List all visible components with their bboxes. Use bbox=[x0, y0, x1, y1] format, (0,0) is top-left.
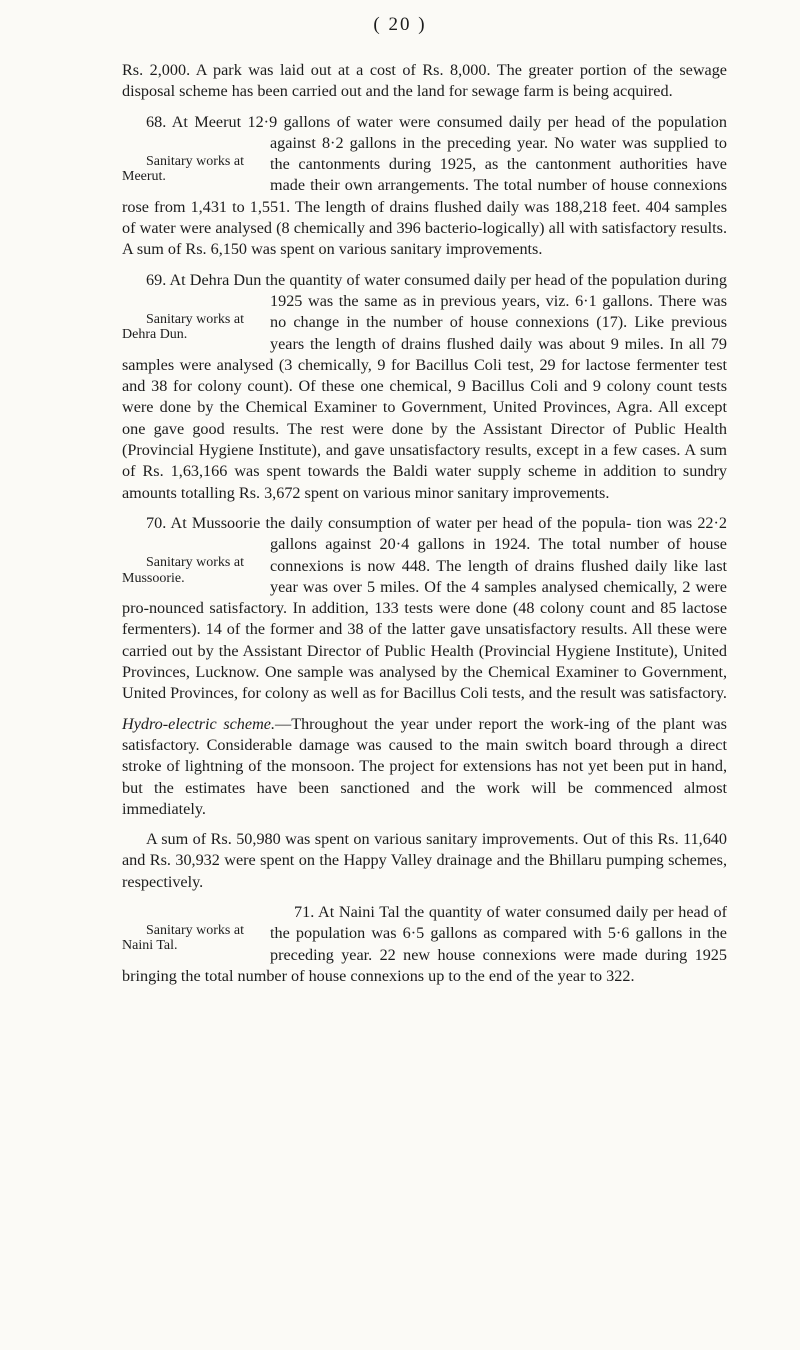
paragraph-expenditure: A sum of Rs. 50,980 was spent on various sanitary improvements. Out of this Rs. 11,640 and Rs. 30,932 were spent on the Happy Valley drainage and the Bhillaru pumping schemes, respectively. bbox=[122, 830, 727, 891]
paragraph-71 bbox=[122, 902, 727, 987]
paragraph-70-body: tion was 22·2 gallons against 20·4 gallons in 1924. The total number of house connexions is now 448. The length of drains flushed daily like last year was over 5 miles. Of the 4 samples analysed chemically, 2 were pro-nounced satisfactory. In addition, 133 tests were done (48 colony count and 85 lactose fermenters). 14 of the former and 38 of the latter gave unsatisfactory results. All these were carried out by the Assistant Director of Public Health (Provincial Hygiene Institute), United Provinces, Lucknow. One sample was analysed by the Chemical Examiner to Government, United Provinces, for colony as well as for Bacillus Coli tests, and the result was satisfactory. bbox=[122, 513, 727, 703]
paragraph-71-body: the population was 6·5 gallons as compared with 5·6 gallons in the preceding year. 22 new house connexions were made during 1925 bringing the total number of house connexions up to the end of the year to 322. bbox=[122, 924, 727, 985]
paragraph-intro: Rs. 2,000. A park was laid out at a cost of Rs. 8,000. The greater portion of the sewage disposal scheme has been carried out and the land for sewage farm is being acquired. bbox=[122, 61, 727, 101]
body-text bbox=[122, 60, 727, 996]
sidenote-mussoorie: Sanitary works at Mussoorie. bbox=[122, 555, 244, 586]
paragraph-69-lead: 69. At Dehra Dun the quantity of water consumed daily per head of the bbox=[146, 270, 608, 289]
sidenote-dehra-dun: Sanitary works at Dehra Dun. bbox=[122, 311, 244, 343]
sidenote-meerut: Sanitary works at Meerut. bbox=[122, 153, 244, 185]
page-number: ( 20 ) bbox=[373, 14, 427, 35]
paragraph-70 bbox=[122, 513, 727, 705]
paragraph-69-body: population during 1925 was the same as in previous years, viz. 6·1 gallons. There was no change in the number of house connexions (17). Like previous years the length of drains flushed daily was about 9 miles. In all 79 samples were analysed (3 chemically, 9 for Bacillus Coli test, 29 for lactose fermenter test and 38 for colony count). Of these one chemical, 9 Bacillus Coli and 9 colony count tests were done by the Chemical Examiner to Government, United Provinces, Agra. All except one gave good results. The rest were done by the Assistant Director of Public Health (Provincial Hygiene Institute), and gave unsatisfactory results, except in a few cases. A sum of Rs. 1,63,166 was spent towards the Baldi water supply scheme in addition to sundry amounts totalling Rs. 3,672 spent on various minor sanitary improvements. bbox=[122, 270, 727, 502]
hydro-electric-heading: Hydro-electric scheme. bbox=[122, 714, 275, 733]
paragraph-hydro-electric bbox=[122, 714, 727, 820]
paragraph-68 bbox=[122, 112, 727, 261]
paragraph-69 bbox=[122, 270, 727, 504]
paragraph-71-lead: 71. At Naini Tal the quantity of water consumed daily per head of bbox=[294, 902, 727, 921]
paragraph-70-lead: 70. At Mussoorie the daily consumption of water per head of the popula- bbox=[146, 513, 632, 532]
paragraph-68-body: the population against 8·2 gallons in the preceding year. No water was supplied to the cantonments during 1925, as the cantonment authorities have made their own arrangements. The total number of house connexions rose from 1,431 to 1,551. The length of drains flushed daily was 188,218 feet. 404 samples of water were analysed (8 chemically and 396 bacterio-logically) all with satisfactory results. A sum of Rs. 6,150 was spent on various sanitary improvements. bbox=[122, 112, 727, 259]
hydro-electric-body: —Throughout the year under report the work-ing of the plant was satisfactory. Considerable damage was caused to the main switch board through a direct stroke of lightning of the monsoon. The project for extensions has not yet been put in hand, but the estimates have been sanctioned and the work will be commenced almost immediately. bbox=[122, 714, 727, 818]
sidenote-naini-tal: Sanitary works at Naini Tal. bbox=[122, 922, 244, 954]
paragraph-68-lead: 68. At Meerut 12·9 gallons of water were consumed daily per head of bbox=[146, 112, 626, 131]
